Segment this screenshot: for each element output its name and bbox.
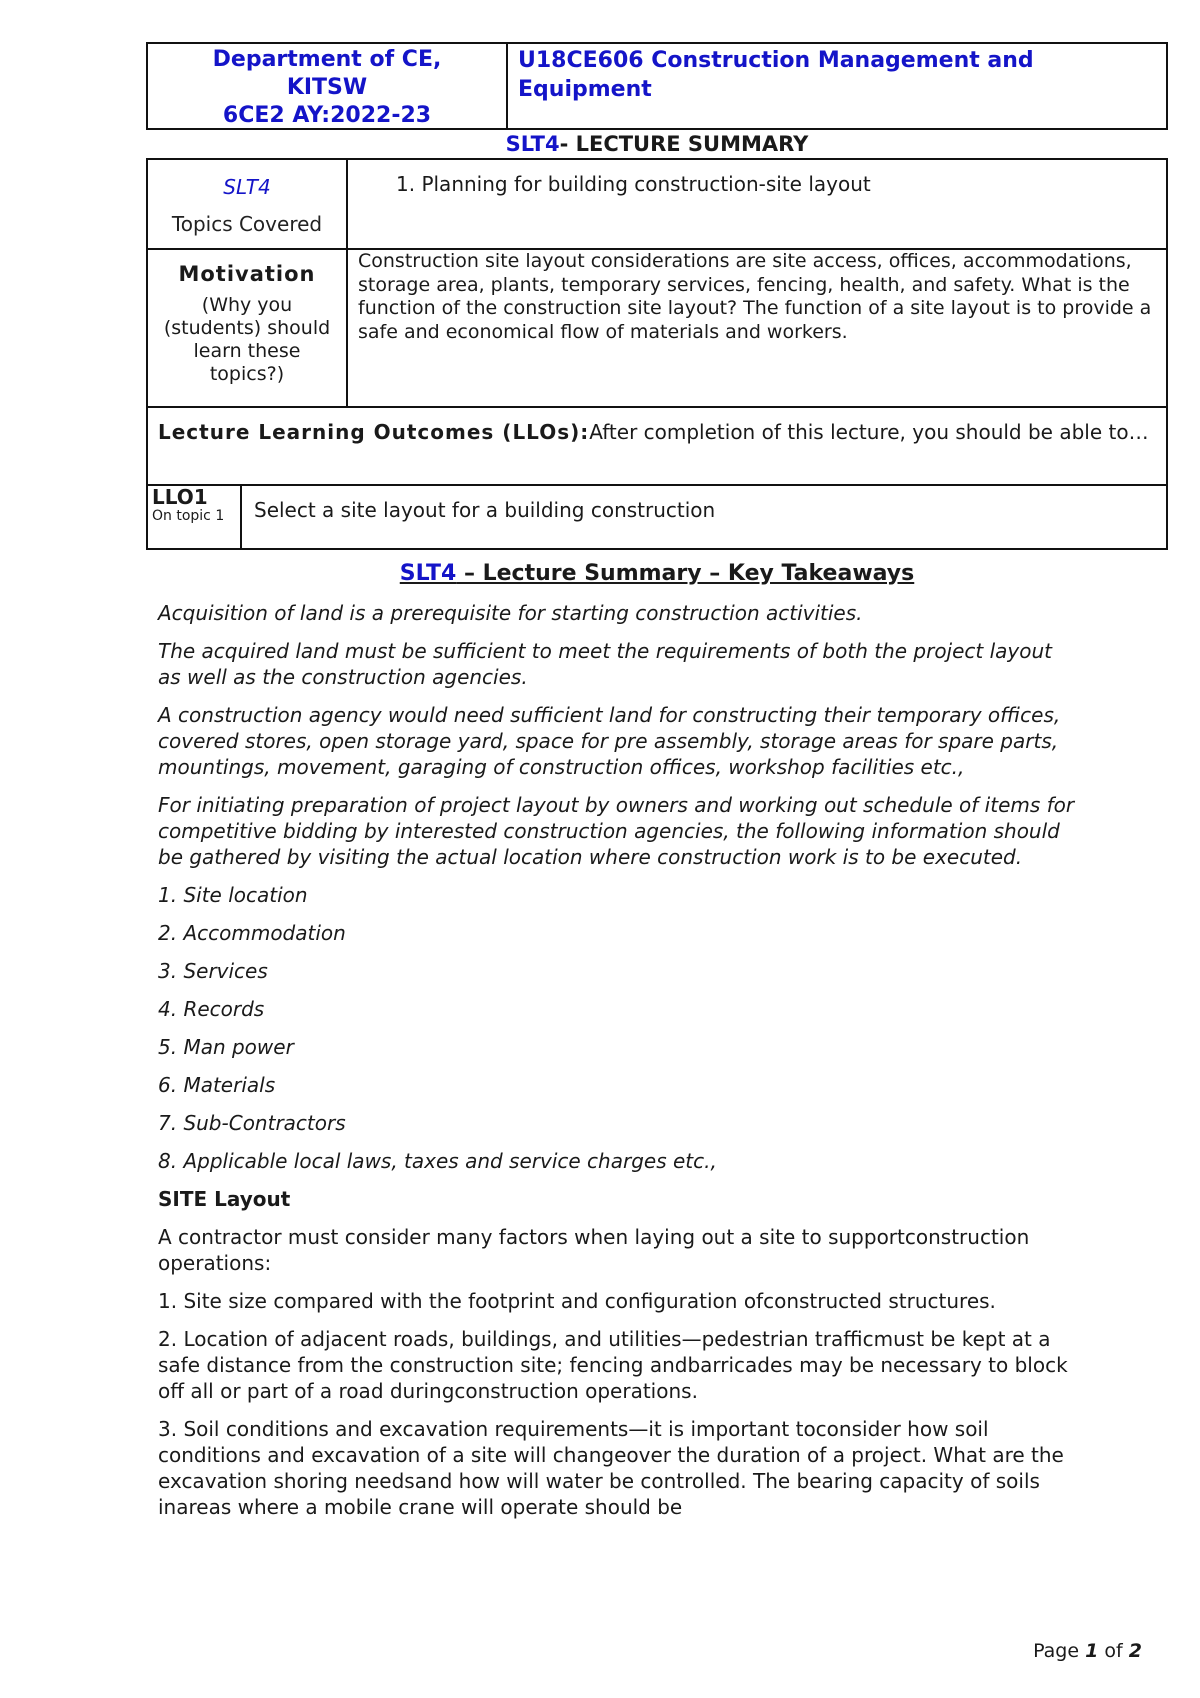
llo-topic: On topic 1 <box>152 508 225 524</box>
key-takeaways-code: SLT4 <box>399 561 457 586</box>
department-name: Department of CE, <box>212 47 442 72</box>
llo-row <box>148 486 1166 548</box>
document-body <box>158 600 1078 1532</box>
of-word: of <box>1104 1640 1123 1662</box>
list-item: 2. Accommodation <box>158 921 346 945</box>
list-item: 7. Sub-Contractors <box>158 1111 346 1135</box>
list-item: 4. Records <box>158 997 265 1021</box>
summary-code: SLT4 <box>505 132 560 156</box>
site-layout-point: 3. Soil conditions and excavation requirements—it is important toconsider how soil conditions and excavation of a site will changeover the duration of a project. What are the excavation shoring needsand how will water be controlled. The bearing capacity of soils inareas where a mobile crane will operate should be <box>158 1417 1064 1519</box>
llo-heading-text: After completion of this lecture, you should be able to… <box>589 420 1149 444</box>
course-title: U18CE606 Construction Management and Equipment <box>518 48 1034 102</box>
page-total: 2 <box>1128 1640 1142 1662</box>
topics-content-cell <box>348 160 1166 248</box>
paragraph: For initiating preparation of project layout by owners and working out schedule of items for competitive bidding by interested construction agencies, the following information should be gathered by visiting the actual location where construction work is to be executed. <box>158 793 1075 869</box>
llo-heading-bold: Lecture Learning Outcomes (LLOs): <box>158 420 590 444</box>
topics-label-cell <box>148 160 348 248</box>
site-layout-point: 2. Location of adjacent roads, buildings, and utilities—pedestrian trafficmust be kept at a safe distance from the construction site; fencing andbarricades may be necessary to block off all or part of a road duringconstruction operations. <box>158 1327 1068 1403</box>
list-item: 3. Services <box>158 959 268 983</box>
institute-name: KITSW <box>286 75 368 100</box>
paragraph: A construction agency would need sufficient land for constructing their temporary offices, covered stores, open storage yard, space for pre assembly, storage areas for spare parts, mountings, movement, garaging of construction offices, workshop facilities etc., <box>158 703 1061 779</box>
topics-code: SLT4 <box>223 175 271 199</box>
header-table <box>146 42 1168 130</box>
department-cell <box>148 44 508 128</box>
llo-name: LLO1 <box>152 485 208 509</box>
llo-header-row <box>148 408 1166 486</box>
list-item: 5. Man power <box>158 1035 294 1059</box>
key-takeaways-title <box>146 560 1168 588</box>
motivation-content-cell <box>348 250 1166 406</box>
academic-year: 6CE2 AY:2022-23 <box>222 103 432 128</box>
topics-label: Topics Covered <box>171 212 323 236</box>
motivation-label-cell <box>148 250 348 406</box>
motivation-subtitle: (Why you (students) should learn these topics?) <box>163 294 331 385</box>
lecture-info-table <box>146 158 1168 550</box>
page-footer <box>1033 1640 1142 1662</box>
site-layout-intro: A contractor must consider many factors when laying out a site to supportconstruction operations: <box>158 1225 1030 1275</box>
llo-content-cell <box>242 486 1166 548</box>
topics-row <box>148 160 1166 250</box>
info-list <box>158 882 1078 1174</box>
site-layout-heading: SITE Layout <box>158 1187 291 1211</box>
llo-text: Select a site layout for a building construction <box>254 498 716 522</box>
list-item: 6. Materials <box>158 1073 276 1097</box>
key-takeaways-label: – Lecture Summary – Key Takeaways <box>456 561 915 586</box>
site-layout-point: 1. Site size compared with the footprint and configuration ofconstructed structures. <box>158 1289 996 1313</box>
summary-label: - LECTURE SUMMARY <box>559 132 809 156</box>
topic-item: 1. Planning for building construction-site layout <box>396 172 871 196</box>
page-word: Page <box>1033 1640 1080 1662</box>
paragraph: Acquisition of land is a prerequisite for starting construction activities. <box>158 601 863 625</box>
llo-label-cell <box>148 486 242 548</box>
motivation-title: Motivation <box>178 262 316 286</box>
page-number: 1 <box>1085 1640 1099 1662</box>
motivation-row <box>148 250 1166 408</box>
paragraph: The acquired land must be sufficient to meet the requirements of both the project layout as well as the construction agencies. <box>158 639 1053 689</box>
list-item: 8. Applicable local laws, taxes and service charges etc., <box>158 1149 717 1173</box>
motivation-text: Construction site layout considerations are site access, offices, accommodations, storage area, plants, temporary services, fencing, health, and safety. What is the function of the construction site layout? The function of a site layout is to provide a safe and economical flow of materials and workers. <box>358 250 1152 343</box>
lecture-summary-title <box>146 130 1168 158</box>
llo-heading <box>148 408 1159 484</box>
list-item: 1. Site location <box>158 883 308 907</box>
